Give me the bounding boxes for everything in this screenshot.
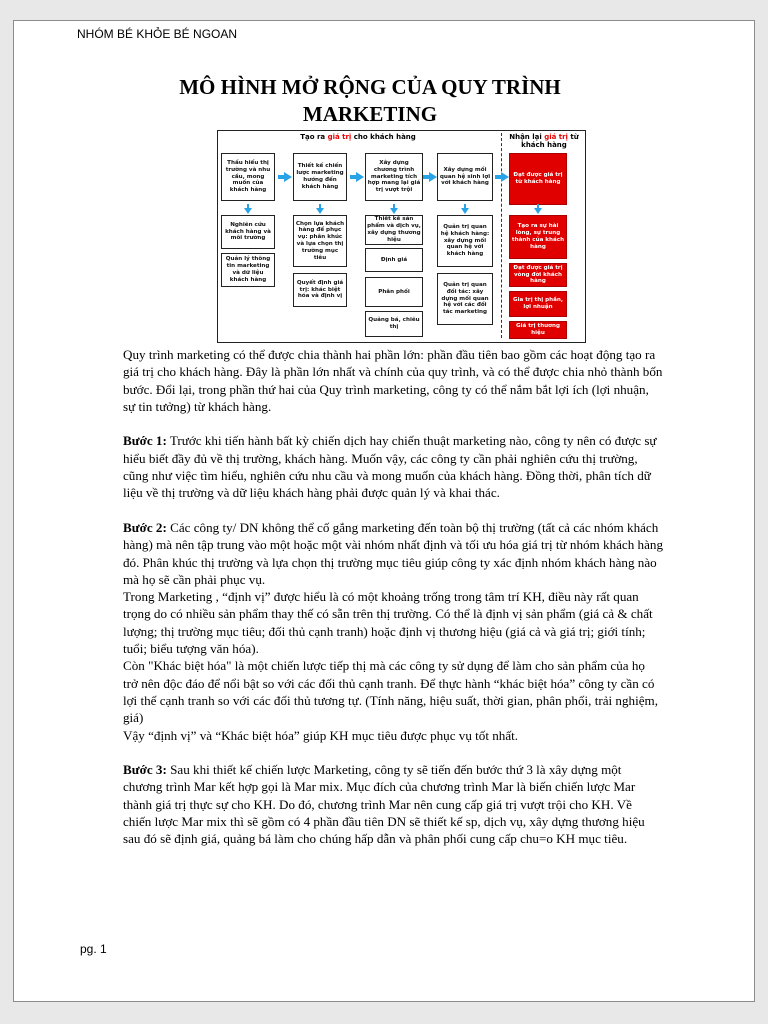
step2-differentiation-paragraph: Còn "Khác biệt hóa" là một chiến lược tiếp thị mà các công ty sử dụng để làm cho sản phẩm của họ trở nên độc đáo để nổi bật so với các đối thủ cạnh tranh. Để thực hành “khác biệt hóa” công ty cần có lợi thế cạnh tranh so với các đối thủ tương tự. (Tính năng, hiệu suất, thời gian, phân phối, trải nghiệm, giá) [123,658,658,726]
diagram-box: Quản lý thông tin marketing và dữ liệu khách hàng [221,253,275,287]
left-heading-red: giá trị [327,133,352,141]
step3-text: Sau khi thiết kế chiến lược Marketing, công ty sẽ tiến đến bước thứ 3 là xây dựng một chương trình Mar kết hợp gọi là Mar mix. Mục đích của chương trình Mar là biến chiến lược Mar thành giá trị thực sự cho KH. Do đó, chương trình Mar nên cung cấp giá trị vượt trội cho KH. Về chiến lược Mar mix thì sẽ gồm có 4 phần đầu tiên DN sẽ thiết kế sp, dịch vụ, xây dựng thương hiệu sau đó sẽ định giá, quảng bá làm cho chúng hấp dẫn và phân phối cung cấp chu=o KH mục tiêu. [123,762,645,847]
step2-paragraph [123,519,663,588]
title-line-2: MARKETING [302,102,438,126]
down-arrow-icon [316,208,324,214]
diagram-box: Thiết kế sản phẩm và dịch vụ, xây dựng thương hiệu [365,215,423,245]
diagram-box: Quyết định giá trị: khác biệt hóa và định vị [293,273,347,307]
diagram-box: Quản trị quan hệ khách hàng: xây dựng mối quan hệ với khách hàng [437,215,493,267]
down-arrow-icon [461,208,469,214]
title-line-1: MÔ HÌNH MỞ RỘNG CỦA QUY TRÌNH [179,75,561,99]
step2-summary-paragraph: Vậy “định vị” và “Khác biệt hóa” giúp KH mục tiêu được phục vụ tốt nhất. [123,727,519,743]
left-heading-post: cho khách hàng [351,133,416,141]
diagram-box: Thấu hiểu thị trường và nhu cầu, mong muốn của khách hàng [221,153,275,201]
marketing-process-diagram [217,130,586,343]
right-heading-pre: Nhận lại [509,133,545,141]
document-title [150,74,590,128]
page-header: NHÓM BÉ KHỎE BÉ NGOAN [77,27,238,41]
step2-text: Các công ty/ DN không thể cố gắng marketing đến toàn bộ thị trường (tất cả các nhóm khách hàng) mà nên tập trung vào một hoặc một vài nhóm nhất định và tối ưu hóa giá trị từ nhóm khách hàng đó. Phân khúc thị trường và lựa chọn thị trường mục tiêu giúp công ty xác định nhóm khách hàng nào mà họ sẽ cần phải phục vụ. [123,519,664,587]
right-arrow-icon [429,172,437,182]
down-arrow-icon [390,208,398,214]
diagram-box-red: Tạo ra sự hài lòng, sự trung thành của khách hàng [509,215,567,259]
diagram-left-heading [288,133,428,141]
diagram-box: Quản trị quan đối tác: xây dựng mối quan hệ với các đối tác marketing [437,273,493,325]
step3-paragraph [123,761,663,847]
diagram-box: Quảng bá, chiêu thị [365,311,423,337]
diagram-right-heading [508,133,580,149]
step1-text: Trước khi tiến hành bất kỳ chiến dịch hay chiến thuật marketing nào, công ty nên có được sự hiểu biết đầy đủ về thị trường, khách hàng. Muốn vậy, các công ty cần phải nghiên cứu thị trường, cũng như việc tìm hiểu, nghiên cứu nhu cầu và mong muốn của khách hàng. Đồng thời, phân tích dữ liệu về thị trường và dữ liệu khách hàng phải được quản lý và khai thác. [123,433,657,501]
left-heading-pre: Tạo ra [300,133,328,141]
diagram-box: Định giá [365,248,423,272]
right-heading-post: từ khách hàng [521,133,579,149]
step2-label: Bước 2: [123,519,167,535]
diagram-box: Phân phối [365,277,423,307]
diagram-box: Thiết kế chiến lược marketing hướng đến khách hàng [293,153,347,201]
diagram-box-red: Giá trị thương hiệu [509,321,567,339]
diagram-box-red: Gia trị thị phần, lợi nhuận [509,291,567,317]
right-arrow-icon [284,172,292,182]
page-number: pg. 1 [80,942,107,956]
down-arrow-icon [534,208,542,214]
step1-label: Bước 1: [123,433,167,449]
diagram-box: Xây dựng mối quan hệ sinh lợi với khách hàng [437,153,493,201]
diagram-box: Chọn lựa khách hàng để phục vụ: phân khúc và lựa chọn thị trường mục tiêu [293,215,347,267]
step1-paragraph [123,432,663,501]
right-arrow-icon [501,172,509,182]
step3-label: Bước 3: [123,762,167,778]
step2-positioning-paragraph: Trong Marketing , “định vị” được hiểu là có một khoảng trống trong tâm trí KH, điều này rất quan trọng do có nhiều sản phẩm thay thế có sẵn trên thị trường. Có thể là định vị sản phẩm (giá cả & chất lượng; thị trường mục tiêu; đối thủ cạnh tranh) hoặc định vị thương hiệu (giá cả và giá trị; giới tính; tuổi; biểu tượng văn hóa). [123,589,653,657]
diagram-box: Nghiên cứu khách hàng và môi trường [221,215,275,249]
diagram-divider [501,133,502,338]
down-arrow-icon [244,208,252,214]
right-heading-red: giá trị [544,133,568,141]
diagram-box: Xây dựng chương trình marketing tích hợp mang lại giá trị vượt trội [365,153,423,201]
diagram-box-red: Đạt được giá trị vòng đời khách hàng [509,263,567,287]
diagram-box-red: Đạt được giá trị từ khách hàng [509,153,567,205]
right-arrow-icon [356,172,364,182]
document-body [123,346,663,848]
intro-paragraph: Quy trình marketing có thể được chia thành hai phần lớn: phần đầu tiên bao gồm các hoạt động tạo ra giá trị cho khách hàng. Đây là phần lớn nhất và chính của quy trình, và có thể được chia nhỏ thành bốn bước. Đổi lại, trong phần thứ hai của Quy trình marketing, công ty có thể nắm bắt lợi ích (lợi nhuận, sự tin tưởng) từ khách hàng. [123,347,663,414]
